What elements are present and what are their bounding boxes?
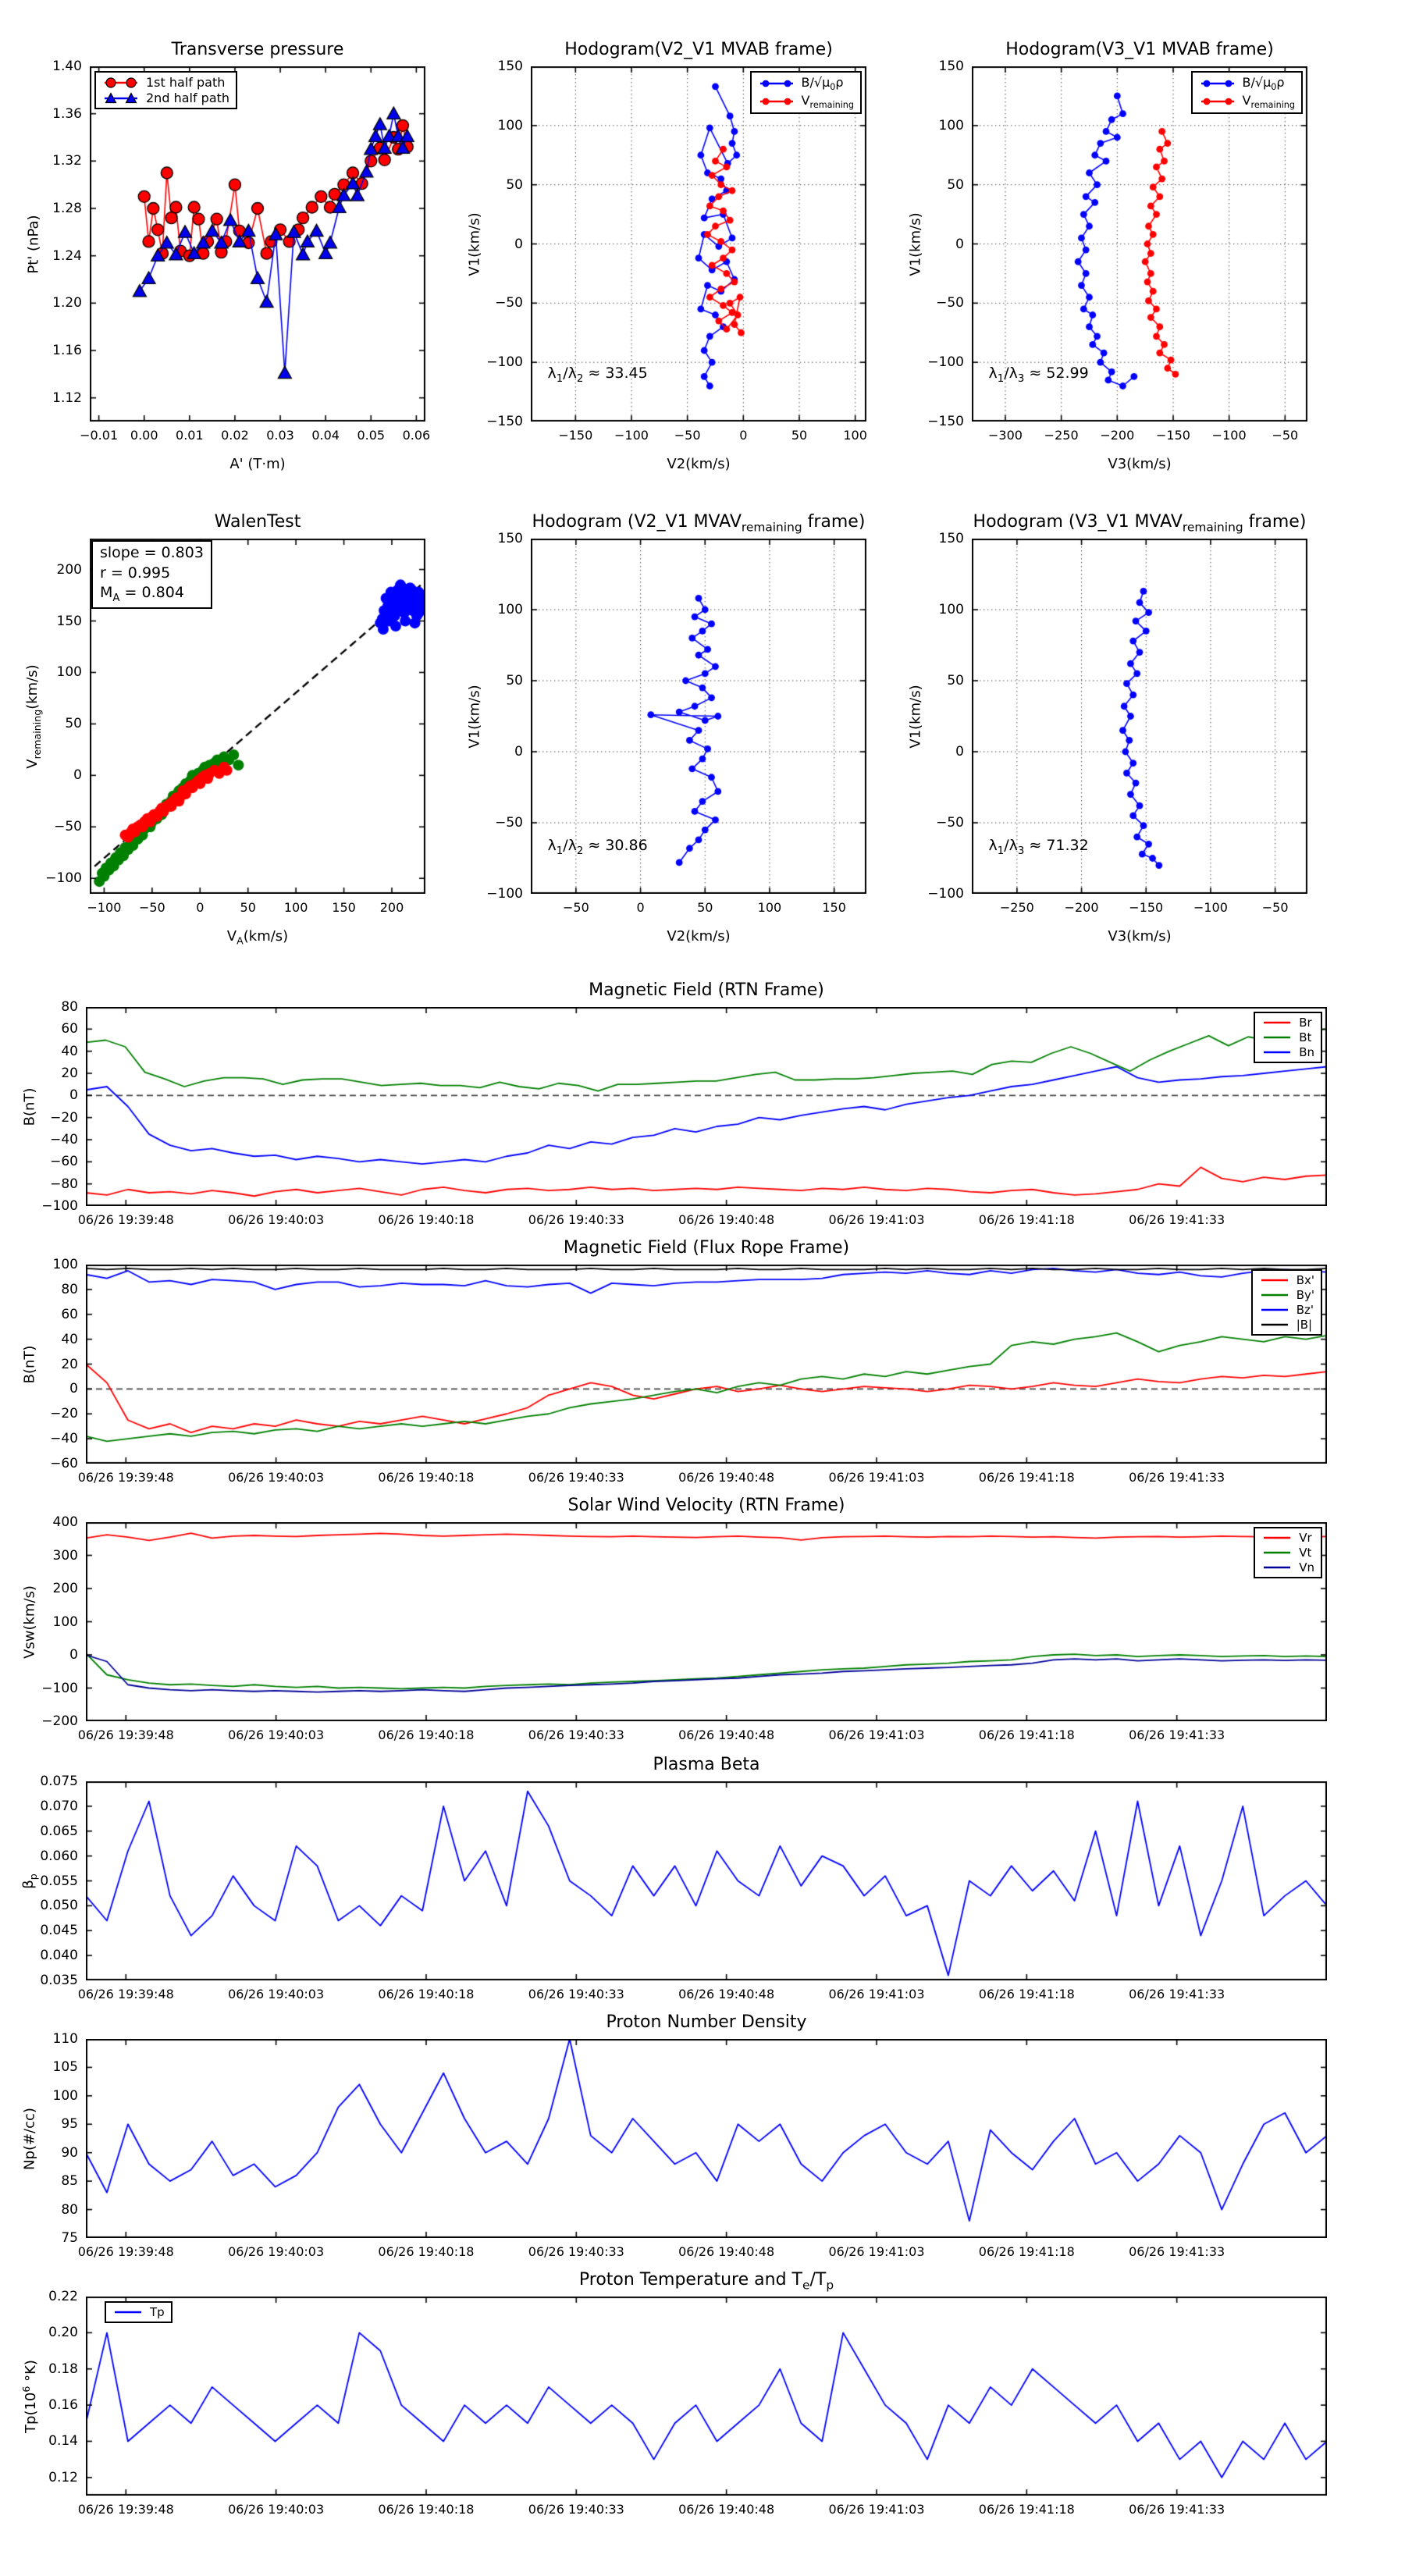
b-flux-rope-legend: [1251, 1269, 1322, 1336]
y-tick-label: −50: [495, 295, 523, 311]
y-tick-label: −50: [54, 819, 82, 835]
x-tick-label: 06/26 19:40:33: [528, 1212, 624, 1227]
y-tick-label: 0: [514, 744, 523, 760]
x-tick-label: 06/26 19:40:48: [678, 1470, 775, 1485]
x-tick-label: 06/26 19:41:33: [1129, 2502, 1225, 2517]
legend-item-label: Bz': [1296, 1303, 1314, 1317]
x-tick-label: −100: [87, 900, 122, 915]
y-tick-label: 100: [497, 602, 523, 617]
proton-density-y-axis-label: Np(#/cc): [21, 2107, 38, 2170]
hodogram-v3v1-mvab-legend: [1191, 71, 1303, 114]
hodogram-v2v1-mvav-title: Hodogram (V2_V1 $MVAV_{remaining}$ frame): [532, 512, 866, 535]
x-tick-label: −200: [1100, 428, 1135, 443]
legend-marker-dot-icon: [758, 94, 795, 109]
legend-line-icon: [1261, 1032, 1293, 1043]
b-flux-rope-title: Magnetic Field (Flux Rope Frame): [563, 1238, 850, 1258]
legend-item: [1259, 1318, 1314, 1332]
y-tick-label: 110: [52, 2031, 78, 2047]
y-tick-label: 0: [69, 1381, 78, 1397]
x-tick-label: −50: [1261, 900, 1289, 915]
legend-line-icon: [112, 2307, 144, 2318]
legend-line-icon: [1259, 1275, 1290, 1286]
x-tick-label: −200: [1064, 900, 1099, 915]
proton-temperature-title: Proton Temperature and $T_e/T_p$: [578, 2270, 834, 2293]
y-tick-label: −20: [50, 1109, 78, 1126]
proton-temperature-y-axis-label: $Tp(10^6$ °K): [20, 2359, 39, 2433]
hodogram-v3v1-mvav-x-axis-label: V3(km/s): [1108, 928, 1172, 945]
x-tick-label: 06/26 19:39:48: [77, 1987, 174, 2001]
y-tick-label: −150: [486, 414, 523, 429]
x-tick-label: 06/26 19:40:48: [678, 1727, 775, 1742]
x-tick-label: 06/26 19:41:33: [1129, 2244, 1225, 2259]
plasma-beta-title: Plasma Beta: [653, 1755, 760, 1774]
y-tick-label: 80: [61, 2201, 78, 2218]
legend-item-label: Br: [1299, 1016, 1312, 1030]
legend-item: [1261, 1045, 1314, 1059]
x-tick-label: 06/26 19:39:48: [77, 1212, 174, 1227]
walen-test-title: WalenTest: [214, 512, 301, 532]
legend-item: [1259, 1273, 1314, 1287]
b-rtn-title: Magnetic Field (RTN Frame): [589, 980, 824, 1000]
y-tick-label: −60: [50, 1154, 78, 1170]
y-tick-label: 0.14: [48, 2433, 78, 2450]
x-tick-label: −300: [988, 428, 1023, 443]
y-tick-label: −100: [41, 1680, 78, 1696]
x-tick-label: −150: [1156, 428, 1190, 443]
proton-temperature-legend: [105, 2301, 173, 2323]
legend-item-label: Tp: [150, 2305, 165, 2319]
x-tick-label: 0.05: [357, 428, 386, 443]
x-tick-label: 0.06: [402, 428, 431, 443]
legend-item: [1199, 75, 1295, 92]
y-tick-label: −100: [41, 1198, 78, 1214]
y-tick-label: 1.40: [52, 59, 82, 74]
y-tick-label: 300: [52, 1547, 78, 1564]
legend-marker-circle-icon: [102, 76, 140, 90]
y-tick-label: 0.20: [48, 2325, 78, 2341]
x-tick-label: −250: [999, 900, 1034, 915]
x-tick-label: 06/26 19:41:33: [1129, 1212, 1225, 1227]
y-tick-label: −100: [486, 886, 523, 902]
legend-item-label: $V_{remaining}$: [801, 93, 854, 111]
x-tick-label: 0.03: [266, 428, 294, 443]
x-tick-label: 100: [757, 900, 782, 915]
legend-marker-dot-icon: [758, 76, 795, 91]
x-tick-label: 06/26 19:40:03: [228, 1212, 325, 1227]
hodogram-v3v1-mvav-annotation: $\lambda_1/\lambda_3 \approx 71.32$: [988, 837, 1089, 857]
x-tick-label: 0.00: [130, 428, 158, 443]
x-tick-label: 100: [283, 900, 308, 915]
x-tick-label: 06/26 19:41:18: [978, 2244, 1075, 2259]
y-tick-label: 50: [65, 716, 82, 732]
x-tick-label: 06/26 19:40:48: [678, 2244, 775, 2259]
legend-line-icon: [1259, 1304, 1290, 1315]
hodogram-v2v1-mvav-annotation: $\lambda_1/\lambda_2 \approx 30.86$: [547, 837, 648, 857]
x-tick-label: 06/26 19:41:03: [828, 2244, 925, 2259]
y-tick-label: 150: [938, 531, 964, 546]
y-tick-label: 150: [56, 613, 82, 629]
y-tick-label: −100: [486, 354, 523, 371]
x-tick-label: 06/26 19:41:03: [828, 1212, 925, 1227]
y-tick-label: 150: [938, 59, 964, 74]
legend-item: [102, 75, 229, 90]
legend-item-label: Vt: [1299, 1546, 1312, 1560]
x-tick-label: 06/26 19:40:48: [678, 2502, 775, 2517]
legend-line-icon: [1261, 1047, 1293, 1058]
x-tick-label: 06/26 19:40:33: [528, 1470, 624, 1485]
y-tick-label: 80: [61, 1281, 78, 1297]
x-tick-label: 06/26 19:41:18: [978, 1727, 1075, 1742]
x-tick-label: 0.01: [176, 428, 204, 443]
x-tick-label: 06/26 19:40:33: [528, 2502, 624, 2517]
y-tick-label: 0.18: [48, 2361, 78, 2377]
y-tick-label: −60: [50, 1456, 78, 1471]
proton-temperature-plot-area: [86, 2297, 1327, 2496]
x-tick-label: −50: [674, 428, 701, 443]
y-tick-label: 0.22: [48, 2289, 78, 2304]
y-tick-label: −50: [936, 815, 964, 831]
x-tick-label: −100: [614, 428, 649, 443]
x-tick-label: 100: [843, 428, 867, 443]
legend-item-label: Bn: [1299, 1045, 1314, 1059]
y-tick-label: −50: [936, 295, 964, 311]
x-tick-label: 06/26 19:41:18: [978, 1987, 1075, 2001]
stats-line: r = 0.995: [100, 564, 171, 582]
x-tick-label: 06/26 19:39:48: [77, 1727, 174, 1742]
legend-item: [1261, 1560, 1314, 1574]
hodogram-v2v1-mvab-y-axis-label: V1(km/s): [466, 212, 483, 276]
hodogram-v3v1-mvav-y-axis-label: V1(km/s): [907, 684, 924, 749]
b-flux-rope-y-axis-label: B(nT): [21, 1345, 38, 1383]
vsw-rtn-title: Solar Wind Velocity (RTN Frame): [567, 1496, 845, 1515]
legend-item-label: 1st half path: [146, 75, 226, 90]
y-tick-label: 50: [506, 176, 523, 193]
hodogram-v2v1-mvab-x-axis-label: V2(km/s): [667, 456, 731, 472]
legend-item-label: |B|: [1296, 1318, 1313, 1332]
x-tick-label: 06/26 19:40:18: [378, 1212, 475, 1227]
legend-item: [1259, 1288, 1314, 1302]
x-tick-label: 06/26 19:40:03: [228, 1987, 325, 2001]
y-tick-label: 50: [947, 673, 964, 688]
legend-item: [112, 2305, 165, 2319]
x-tick-label: −50: [562, 900, 589, 915]
stats-line: $M_A = 0.804$: [100, 584, 184, 605]
legend-item-label: $B/√\mu_0\rho$: [801, 75, 844, 93]
legend-item: [758, 93, 854, 110]
legend-item-label: 2nd half path: [146, 91, 230, 105]
legend-item-label: $V_{remaining}$: [1242, 93, 1295, 111]
x-tick-label: −100: [1193, 900, 1228, 915]
legend-line-icon: [1259, 1290, 1290, 1300]
y-tick-label: 20: [61, 1066, 78, 1081]
y-tick-label: 0.050: [40, 1898, 78, 1914]
legend-item: [1261, 1531, 1314, 1545]
legend-line-icon: [1259, 1319, 1290, 1330]
x-tick-label: 06/26 19:40:03: [228, 1470, 325, 1485]
transverse-pressure-y-axis-label: Pt' (nPa): [25, 214, 42, 274]
y-tick-label: −20: [50, 1406, 78, 1422]
y-tick-label: 20: [61, 1356, 78, 1372]
legend-item-label: Vn: [1299, 1560, 1314, 1574]
legend-line-icon: [1261, 1562, 1293, 1573]
y-tick-label: 100: [56, 664, 82, 681]
y-tick-label: 1.28: [52, 201, 82, 216]
x-tick-label: −50: [1272, 428, 1299, 443]
x-tick-label: 06/26 19:40:03: [228, 2502, 325, 2517]
y-tick-label: 0.055: [40, 1873, 78, 1889]
x-tick-label: 06/26 19:41:03: [828, 1987, 925, 2001]
y-tick-label: 0: [69, 1647, 78, 1663]
y-tick-label: 90: [61, 2144, 78, 2161]
y-tick-label: 200: [52, 1581, 78, 1596]
x-tick-label: 0.02: [221, 428, 249, 443]
x-tick-label: −100: [1211, 428, 1247, 443]
y-tick-label: 0.060: [40, 1848, 78, 1864]
x-tick-label: 50: [791, 428, 808, 443]
hodogram-v2v1-mvab-legend: [750, 71, 862, 114]
x-tick-label: −150: [558, 428, 593, 443]
walen-test-stats-box: [91, 540, 212, 609]
x-tick-label: 06/26 19:40:48: [678, 1987, 775, 2001]
x-tick-label: 200: [379, 900, 404, 915]
b-rtn-legend: [1254, 1012, 1322, 1063]
x-tick-label: 06/26 19:41:18: [978, 1212, 1075, 1227]
legend-item: [1199, 93, 1295, 110]
hodogram-v2v1-mvab-title: Hodogram(V2_V1 MVAB frame): [564, 40, 833, 59]
y-tick-label: 0: [514, 236, 523, 252]
x-tick-label: 06/26 19:40:18: [378, 2244, 475, 2259]
proton-density-title: Proton Number Density: [606, 2012, 807, 2032]
x-tick-label: 06/26 19:39:48: [77, 1470, 174, 1485]
y-tick-label: −50: [495, 815, 523, 831]
stats-line: slope = 0.803: [100, 544, 204, 561]
y-tick-label: 105: [52, 2059, 78, 2076]
legend-item-label: Bt: [1299, 1030, 1312, 1044]
y-tick-label: 0.075: [40, 1774, 78, 1789]
x-tick-label: 06/26 19:40:33: [528, 2244, 624, 2259]
legend-line-icon: [1261, 1017, 1293, 1028]
hodogram-v2v1-mvav-x-axis-label: V2(km/s): [667, 928, 731, 945]
y-tick-label: 40: [61, 1043, 78, 1059]
x-tick-label: −0.01: [80, 428, 119, 443]
transverse-pressure-title: Transverse pressure: [171, 40, 344, 59]
y-tick-label: −100: [927, 354, 964, 371]
x-tick-label: 0: [739, 428, 748, 443]
b-rtn-y-axis-label: B(nT): [21, 1087, 38, 1126]
x-tick-label: 06/26 19:41:33: [1129, 1987, 1225, 2001]
x-tick-label: 06/26 19:40:18: [378, 1470, 475, 1485]
y-tick-label: 85: [61, 2173, 78, 2190]
legend-item: [1261, 1016, 1314, 1030]
walen-test-x-axis-label: $V_A(km/s)$: [226, 928, 289, 947]
y-tick-label: 0.045: [40, 1923, 78, 1939]
legend-item: [1261, 1030, 1314, 1044]
legend-item-label: Bx': [1296, 1273, 1314, 1287]
y-tick-label: 1.36: [52, 105, 82, 122]
legend-item: [1259, 1303, 1314, 1317]
y-tick-label: −80: [50, 1176, 78, 1192]
x-tick-label: 06/26 19:41:33: [1129, 1727, 1225, 1742]
x-tick-label: 06/26 19:40:03: [228, 1727, 325, 1742]
y-tick-label: 0.12: [48, 2469, 78, 2485]
x-tick-label: 06/26 19:41:18: [978, 1470, 1075, 1485]
x-tick-label: 06/26 19:41:03: [828, 2502, 925, 2517]
y-tick-label: 0: [73, 767, 82, 784]
legend-marker-dot-icon: [1199, 94, 1236, 109]
transverse-pressure-plot-area: [90, 66, 425, 422]
x-tick-label: 50: [240, 900, 256, 915]
y-tick-label: −100: [927, 886, 964, 902]
x-tick-label: 06/26 19:40:48: [678, 1212, 775, 1227]
vsw-rtn-y-axis-label: Vsw(km/s): [21, 1585, 38, 1659]
y-tick-label: 95: [61, 2116, 78, 2133]
proton-density-plot-area: [86, 2039, 1327, 2238]
legend-item: [1261, 1546, 1314, 1560]
y-tick-label: 0.070: [40, 1798, 78, 1814]
y-tick-label: 100: [497, 117, 523, 133]
y-tick-label: 80: [61, 999, 78, 1015]
y-tick-label: 1.32: [52, 153, 82, 169]
x-tick-label: 0: [196, 900, 205, 915]
y-tick-label: 150: [497, 531, 523, 546]
walen-test-y-axis-label: $V_{remaining}(km/s)$: [24, 664, 43, 769]
x-tick-label: −250: [1044, 428, 1079, 443]
legend-line-icon: [1261, 1532, 1293, 1543]
plasma-beta-plot-area: [86, 1781, 1327, 1980]
x-tick-label: 06/26 19:39:48: [77, 2244, 174, 2259]
y-tick-label: −150: [927, 414, 964, 429]
b-rtn-plot-area: [86, 1007, 1327, 1206]
y-tick-label: 1.20: [52, 295, 82, 311]
y-tick-label: 50: [506, 673, 523, 688]
x-tick-label: 06/26 19:40:03: [228, 2244, 325, 2259]
legend-item-label: Vr: [1299, 1531, 1312, 1545]
x-tick-label: 0.04: [311, 428, 340, 443]
y-tick-label: −200: [41, 1713, 78, 1729]
y-tick-label: 0.065: [40, 1823, 78, 1839]
hodogram-v3v1-mvab-annotation: $\lambda_1/\lambda_3 \approx 52.99$: [988, 365, 1089, 385]
y-tick-label: 60: [61, 1021, 78, 1037]
transverse-pressure-legend: [94, 71, 237, 109]
y-tick-label: 200: [56, 561, 82, 578]
x-tick-label: −150: [1129, 900, 1164, 915]
vsw-rtn-legend: [1254, 1527, 1322, 1578]
x-tick-label: 06/26 19:41:33: [1129, 1470, 1225, 1485]
vsw-rtn-plot-area: [86, 1522, 1327, 1721]
x-tick-label: 06/26 19:40:33: [528, 1987, 624, 2001]
x-tick-label: 50: [697, 900, 713, 915]
y-tick-label: −40: [50, 1431, 78, 1447]
x-tick-label: 06/26 19:40:33: [528, 1727, 624, 1742]
y-tick-label: 1.16: [52, 343, 82, 358]
y-tick-label: 400: [52, 1514, 78, 1530]
y-tick-label: 0.16: [48, 2397, 78, 2414]
y-tick-label: 1.24: [52, 247, 82, 264]
y-tick-label: 50: [947, 176, 964, 193]
y-tick-label: 0: [955, 744, 964, 760]
hodogram-v3v1-mvab-y-axis-label: V1(km/s): [907, 212, 924, 276]
y-tick-label: 0: [69, 1087, 78, 1104]
x-tick-label: 150: [822, 900, 846, 915]
legend-item: [758, 75, 854, 92]
y-tick-label: −40: [50, 1132, 78, 1147]
legend-marker-dot-icon: [1199, 76, 1236, 91]
x-tick-label: 06/26 19:41:03: [828, 1470, 925, 1485]
x-tick-label: 06/26 19:40:18: [378, 2502, 475, 2517]
hodogram-v3v1-mvab-x-axis-label: V3(km/s): [1108, 456, 1172, 472]
hodogram-v2v1-mvav-y-axis-label: V1(km/s): [466, 684, 483, 749]
y-tick-label: 40: [61, 1331, 78, 1347]
plasma-beta-y-axis-label: $\beta_p$: [20, 1873, 39, 1889]
x-tick-label: 06/26 19:40:18: [378, 1987, 475, 2001]
y-tick-label: 0.035: [40, 1973, 78, 1988]
y-tick-label: 100: [52, 2087, 78, 2104]
legend-marker-triangle-icon: [102, 91, 140, 105]
x-tick-label: 06/26 19:40:18: [378, 1727, 475, 1742]
y-tick-label: 100: [938, 117, 964, 133]
x-tick-label: 06/26 19:39:48: [77, 2502, 174, 2517]
transverse-pressure-x-axis-label: A' (T·m): [229, 456, 286, 472]
x-tick-label: 06/26 19:41:18: [978, 2502, 1075, 2517]
y-tick-label: 60: [61, 1306, 78, 1322]
y-tick-label: 0: [955, 236, 964, 252]
y-tick-label: 1.12: [52, 390, 82, 406]
hodogram-v2v1-mvab-annotation: $\lambda_1/\lambda_2 \approx 33.45$: [547, 365, 648, 385]
legend-item-label: By': [1296, 1288, 1314, 1302]
x-tick-label: 150: [332, 900, 356, 915]
y-tick-label: −100: [45, 870, 82, 887]
y-tick-label: 100: [52, 1257, 78, 1272]
y-tick-label: 0.040: [40, 1948, 78, 1964]
y-tick-label: 150: [497, 59, 523, 74]
legend-item: [102, 91, 229, 105]
x-tick-label: 06/26 19:41:03: [828, 1727, 925, 1742]
legend-line-icon: [1261, 1547, 1293, 1558]
y-tick-label: 100: [52, 1614, 78, 1630]
y-tick-label: 75: [61, 2230, 78, 2246]
hodogram-v3v1-mvab-title: Hodogram(V3_V1 MVAB frame): [1005, 40, 1274, 59]
legend-item-label: $B/√\mu_0\rho$: [1242, 75, 1285, 93]
x-tick-label: 0: [636, 900, 645, 915]
x-tick-label: −50: [138, 900, 165, 915]
y-tick-label: 100: [938, 602, 964, 617]
hodogram-v3v1-mvav-title: Hodogram (V3_V1 $MVAV_{remaining}$ frame): [973, 512, 1307, 535]
b-flux-rope-plot-area: [86, 1265, 1327, 1464]
